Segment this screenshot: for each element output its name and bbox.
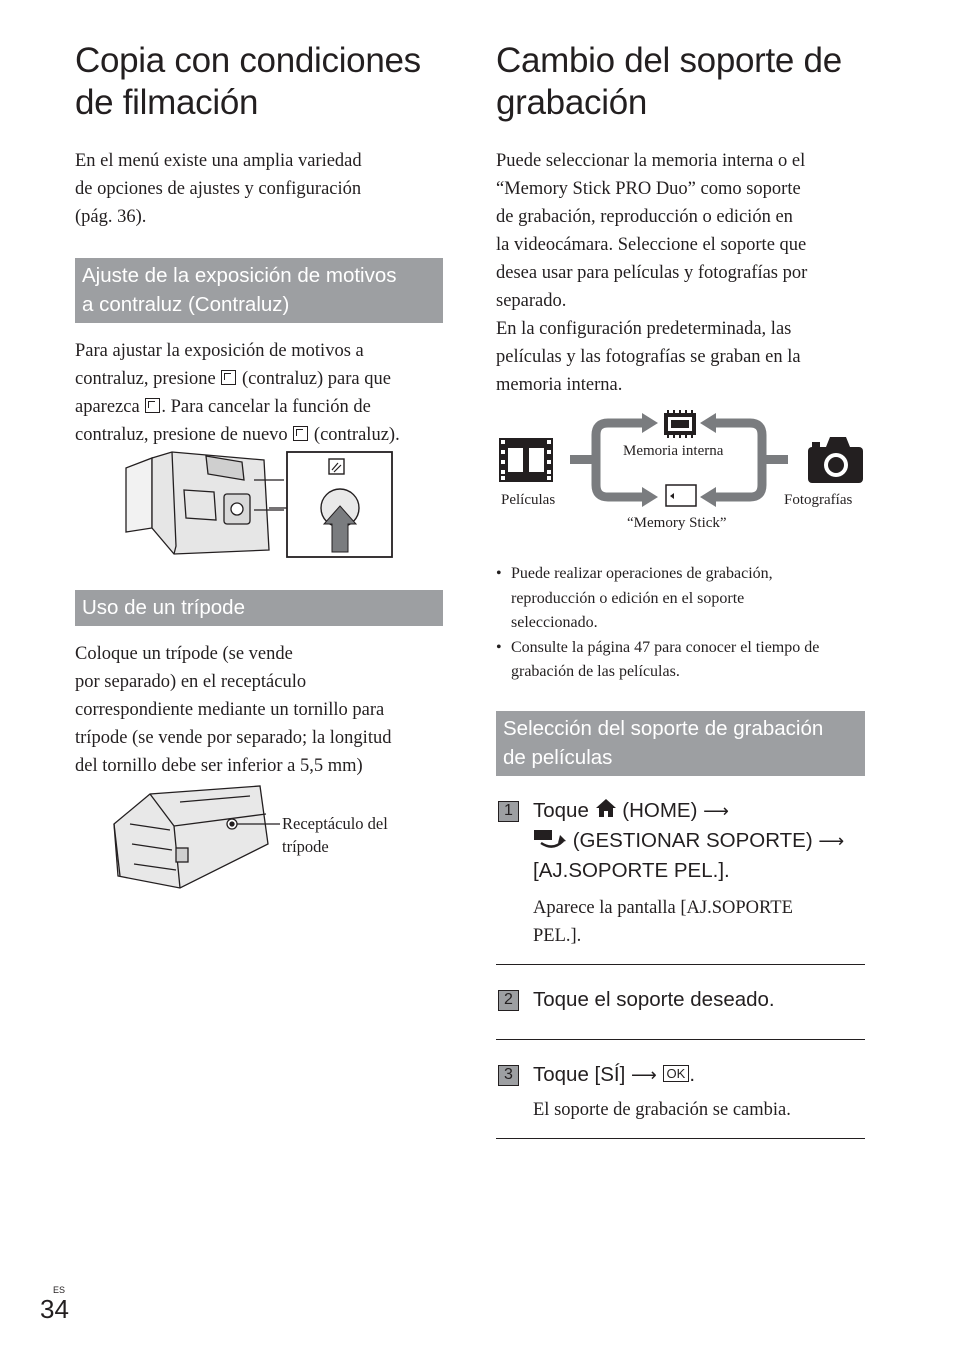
left-page-title: Copia con condiciones de filmación — [75, 41, 421, 122]
backlight-icon — [221, 370, 236, 385]
step-number: 1 — [498, 801, 519, 822]
label-photos: Fotografías — [784, 492, 853, 508]
step-number: 2 — [498, 990, 519, 1011]
arrow-right-icon: ⟶ — [703, 800, 729, 821]
step-3: 3 Toque [SÍ] ⟶ OK . El soporte de grabación se cambia. — [496, 1060, 865, 1124]
list-item: • Puede realizar operaciones de grabación, reproducción o edición en el soporte seleccionado. — [496, 562, 865, 636]
tripod-heading: Uso de un trípode — [75, 590, 443, 626]
backlight-text: Para ajustar la exposición de motivos a contraluz, presione (contraluz) para que aparezca . Para cancelar la función de contraluz, presione de nuevo (contraluz). — [75, 341, 400, 445]
notes-list — [496, 562, 865, 685]
label-memory-stick: “Memory Stick” — [627, 515, 727, 531]
camcorder-backlight-illustration — [124, 450, 396, 560]
divider — [496, 1138, 865, 1139]
right-intro: Puede seleccionar la memoria interna o el “Memory Stick PRO Duo” como soporte de grabación, reproducción o edición en la videocámara. Seleccione el soporte que desea usar para películas y fotografías por separado. En la configuración predeterminada, las películas y las fotografías se graban en la memoria interna. — [496, 151, 808, 395]
internal-memory-icon — [664, 410, 696, 438]
list-item: • Consulte la página 47 para conocer el tiempo de grabación de las películas. — [496, 636, 865, 685]
camcorder-tripod-illustration — [110, 784, 280, 892]
label-internal-memory: Memoria interna — [623, 443, 724, 459]
memory-stick-icon — [666, 485, 696, 506]
right-page-title: Cambio del soporte de grabación — [496, 41, 842, 122]
left-column — [75, 40, 443, 449]
notes-and-steps — [496, 562, 865, 1139]
divider — [496, 1039, 865, 1040]
home-icon[interactable] — [595, 798, 617, 818]
step-1: 1 Toque (HOME) ⟶ (GESTIONAR SOPORTE) ⟶ [AJ.SOPORTE PEL.]. Aparece la pantalla [AJ.SOPORTE PEL.]. — [496, 796, 865, 950]
movie-media-heading: Selección del soporte de grabación de películas — [496, 711, 865, 776]
step-2: 2 Toque el soporte deseado. — [496, 985, 865, 1015]
film-icon — [499, 438, 553, 482]
backlight-heading: Ajuste de la exposición de motivos a contraluz (Contraluz) — [75, 258, 443, 323]
language-tag: ES — [53, 1285, 66, 1295]
label-movies: Películas — [501, 492, 556, 508]
tripod-section — [75, 590, 443, 780]
tripod-text: Coloque un trípode (se vende por separado) en el receptáculo correspondiente mediante un tornillo para trípode (se vende por separado; la longitud del tornillo debe ser inferior a 5,5 mm) — [75, 644, 392, 776]
left-intro: En el menú existe una amplia variedad de opciones de ajustes y configuración (pág. 36). — [75, 151, 362, 227]
arrow-right-icon: ⟶ — [818, 830, 845, 851]
backlight-icon — [145, 398, 160, 413]
camera-icon — [808, 437, 863, 483]
backlight-icon — [293, 426, 308, 441]
right-column — [496, 40, 865, 399]
ok-button[interactable]: OK — [663, 1065, 690, 1082]
divider — [496, 964, 865, 965]
media-diagram — [496, 405, 868, 540]
step-number: 3 — [498, 1065, 519, 1086]
tripod-callout: Receptáculo del trípode — [282, 814, 388, 856]
arrow-right-icon: ⟶ — [631, 1064, 657, 1085]
manage-media-icon[interactable] — [533, 829, 567, 849]
page-number: 34 — [40, 1294, 69, 1324]
